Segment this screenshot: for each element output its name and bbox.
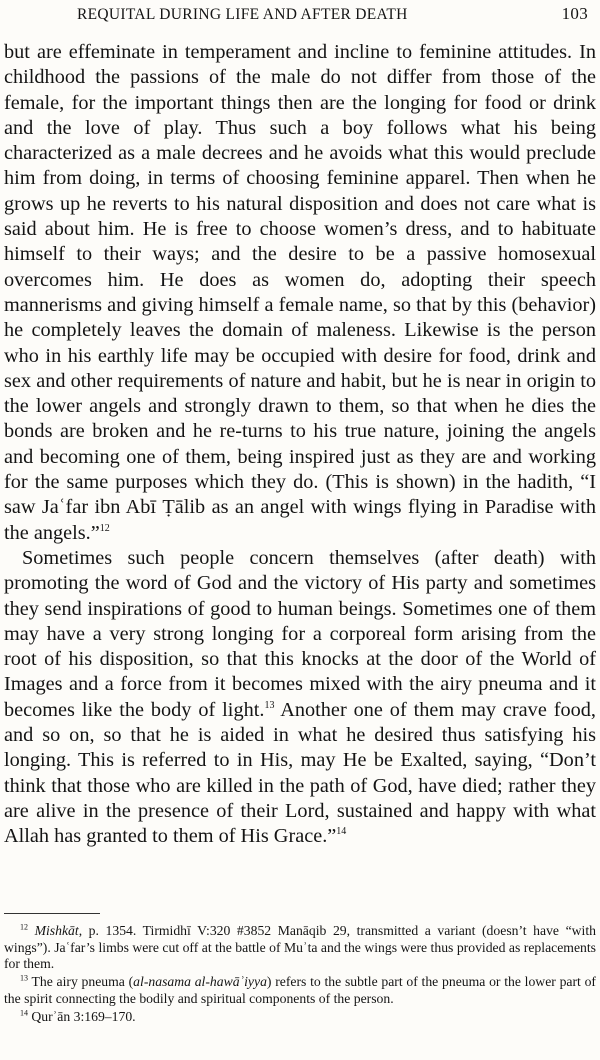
footnote-ref-13: 13 bbox=[264, 699, 275, 711]
page-number: 103 bbox=[561, 4, 588, 23]
running-title: REQUITAL DURING LIFE AND AFTER DEATH bbox=[77, 6, 408, 23]
footnote-14-text: Qurʾān 3:169–170. bbox=[31, 1008, 136, 1024]
footnote-divider bbox=[4, 913, 100, 914]
body-text bbox=[4, 40, 596, 850]
footnote-14-number: 14 bbox=[20, 1007, 28, 1017]
footnote-12-italic: Mishkāt bbox=[34, 923, 79, 938]
running-head bbox=[0, 4, 600, 30]
footnote-13-number: 13 bbox=[20, 973, 28, 983]
footnote-13-text-a: The airy pneuma ( bbox=[31, 974, 134, 990]
footnote-12-number: 12 bbox=[20, 922, 28, 932]
paragraph-2 bbox=[4, 546, 596, 850]
paragraph-1-text: but are effeminate in temperament and incline to feminine attitudes. In childhood the passions of the male do not differ from those of the female, for the important things then are the longing for food or drink and the love of play. Thus such a boy follows what his being characterized as a male decrees and he avoids what this would preclude him from doing, in terms of choosing feminine apparel. Then when he grows up he reverts to his natural disposition and does not care what is said about him. He is free to choose women’s dress, and to habituate himself to their ways; and the desire to be a passive homosexual overcomes him. He does as women do, adopting their speech mannerisms and giving himself a female name, so that by this (behavior) he completely leaves the domain of maleness. Likewise is the person who in his earthly life may be occupied with desire for food, drink and sex and other requirements of nature and habit, but he is near in origin to the lower angels and strongly drawn to them, so that when he dies the bonds are broken and he re-turns to his true nature, joining the angels and becoming one of them, being inspired just as they are and working for the same purposes which they do. (This is shown) in the hadith, “I saw Jaʿfar ibn Abī Ṭālib as an angel with wings flying in Paradise with the angels.” bbox=[4, 41, 596, 544]
footnote-ref-14: 14 bbox=[336, 826, 347, 838]
paragraph-1 bbox=[4, 40, 596, 546]
footnote-12 bbox=[4, 923, 596, 973]
paragraph-2-text-b: Another one of them may crave food, and so on, so that he is aided in what he desired thus satisfying his longing. This is referred to in His, may He be Exalted, saying, “Don’t think that those who are killed in the path of God, have died; rather they are alive in the presence of their Lord, sustained and happy with what Allah has granted to them of His Grace.” bbox=[4, 698, 596, 848]
footnote-13 bbox=[4, 974, 596, 1007]
footnote-12-text: , p. 1354. Tirmidhī V:320 #3852 Manāqib 29, transmitted a variant (doesn’t have “with wings”). Jaʿfar’s limbs were cut off at the battle of Muʾta and the wings were thus provided as replacements for them. bbox=[4, 923, 596, 972]
footnotes bbox=[4, 923, 596, 1026]
footnote-ref-12: 12 bbox=[99, 522, 110, 534]
footnote-13-italic: al-nasama al-hawāʾiyya bbox=[133, 974, 267, 990]
paragraph-2-text-a: Sometimes such people concern themselves (after death) with promoting the word of God and the victory of His party and sometimes they send inspirations of good to human beings. Sometimes one of them may have a very strong longing for a corporeal form arising from the root of his disposition, so that this knocks at the door of the World of Images and a force from it becomes mixed with the airy pneuma and it becomes like the body of light. bbox=[4, 546, 596, 721]
footnote-13-text-b: ) refers to the subtle part of the pneuma or the lower part of the spirit connecting the bodily and spiritual components of the person. bbox=[4, 974, 596, 1006]
footnote-14 bbox=[4, 1009, 596, 1026]
